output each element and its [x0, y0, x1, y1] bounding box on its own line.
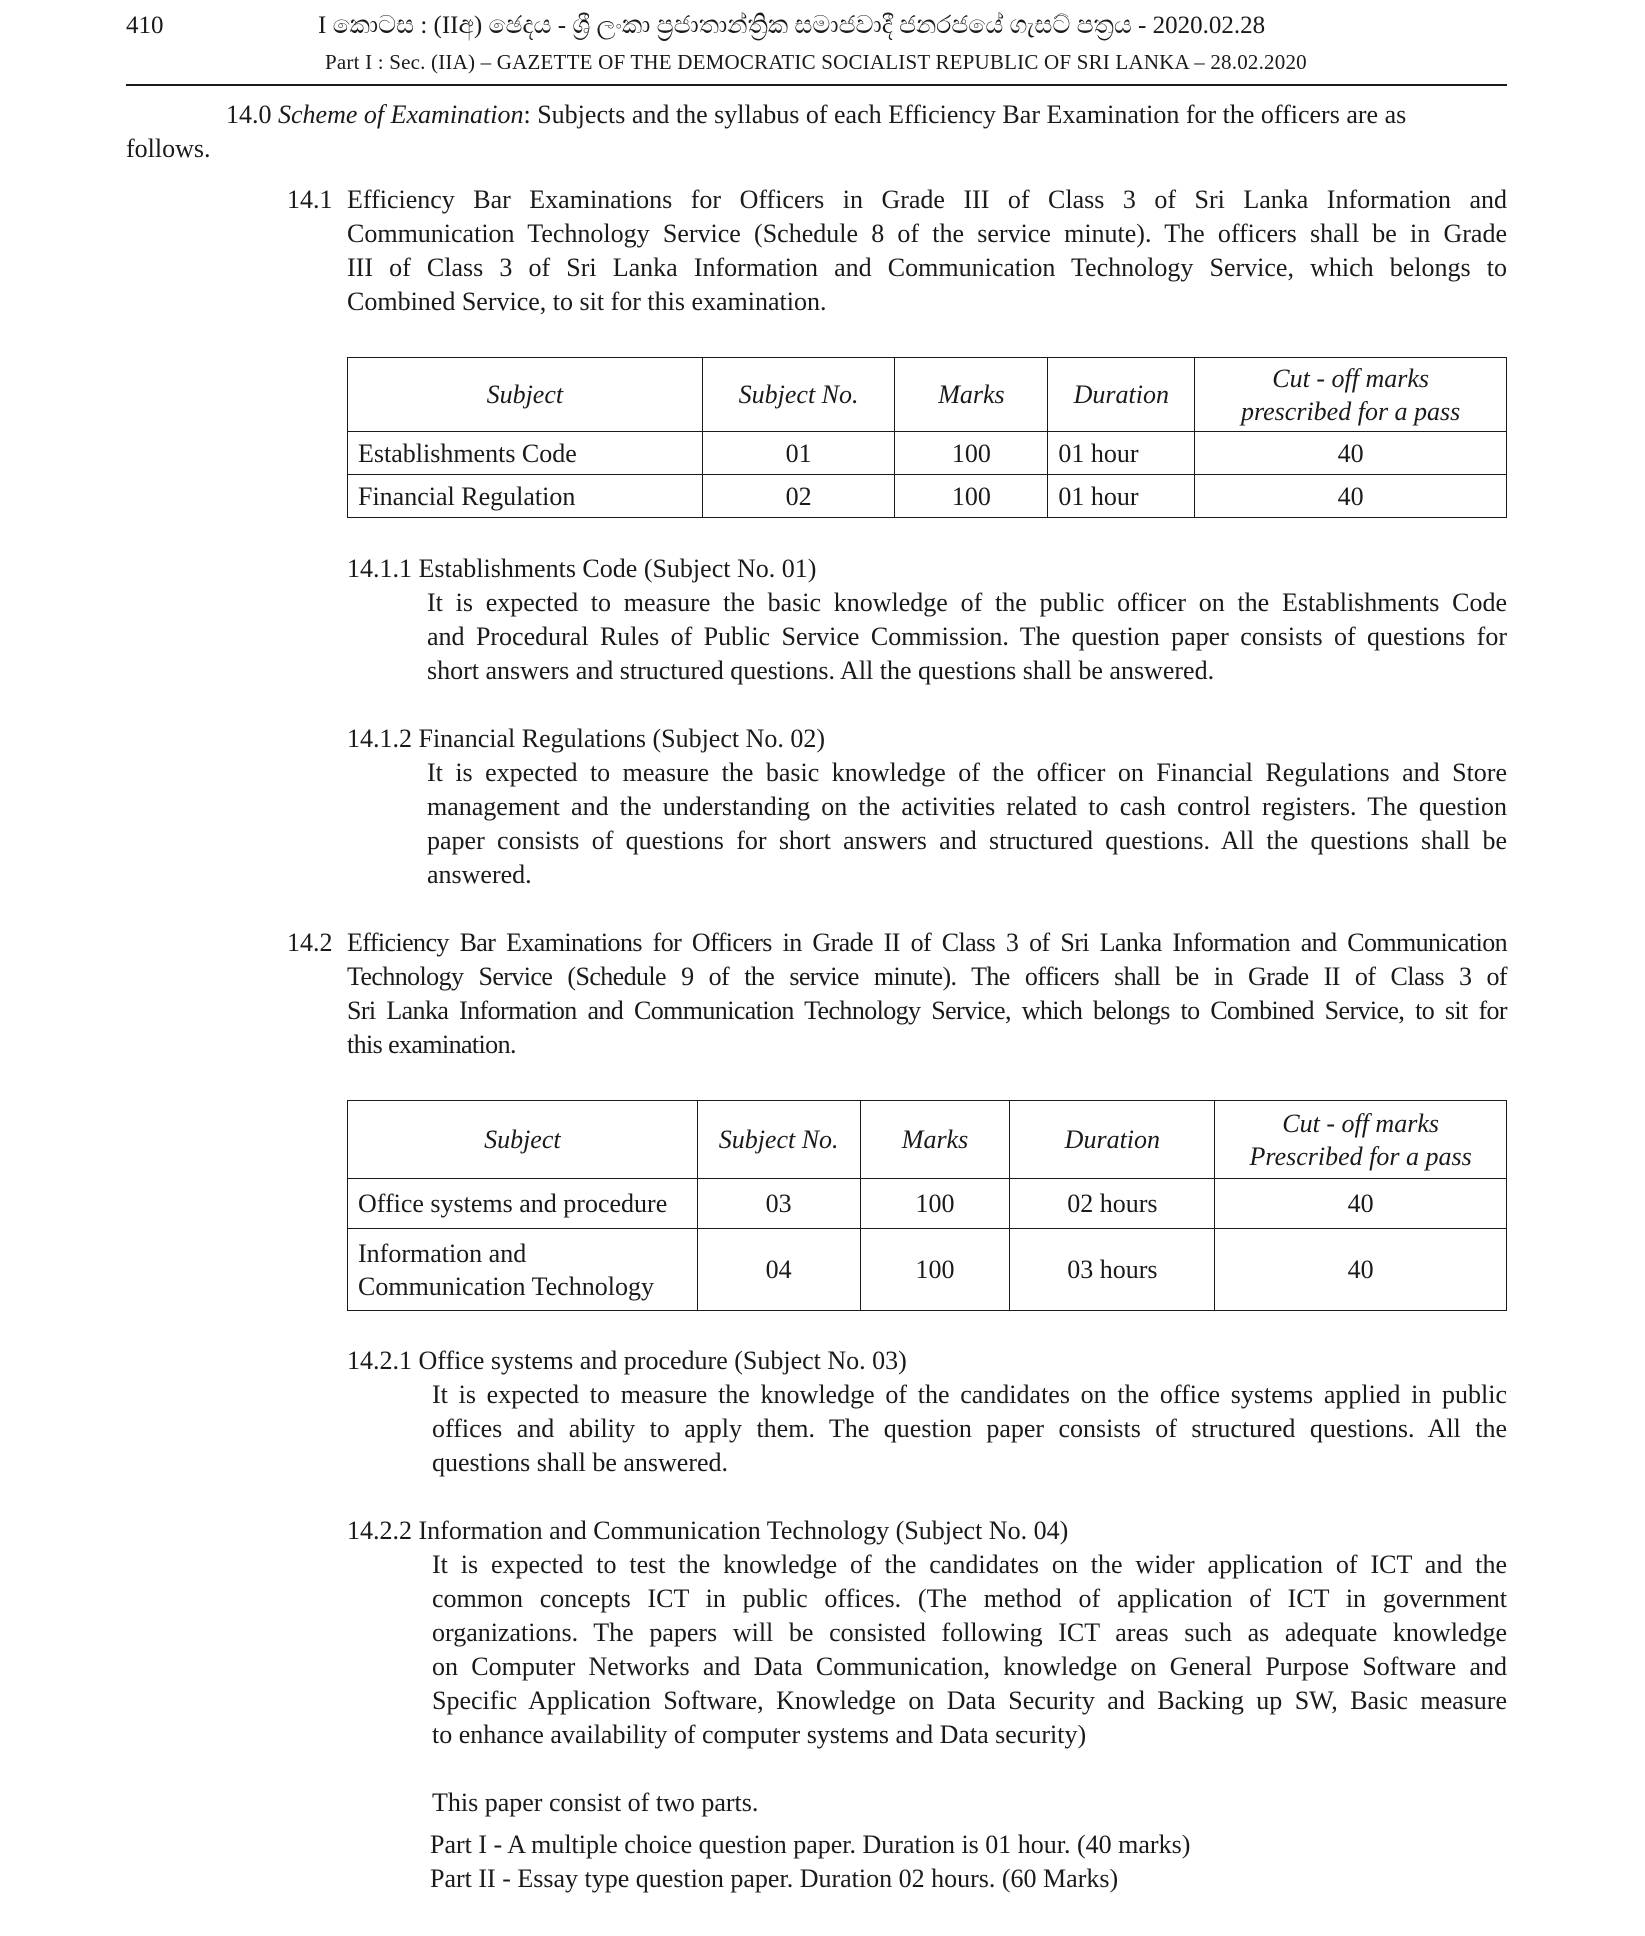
body-line: to enhance availability of computer systems and Data security) [432, 1720, 1087, 1749]
section-14-2-1-heading: 14.2.1 Office systems and procedure (Subject No. 03) [347, 1346, 907, 1375]
exam-table-grade-ii [347, 1100, 1507, 1311]
cell-cutoff: 40 [1215, 1179, 1507, 1229]
header-marks: Marks [860, 1101, 1010, 1179]
cell-marks: 100 [895, 432, 1048, 475]
body-line: Specific Application Software, Knowledge on Data Security and Backing up SW, Basic measure [432, 1686, 1507, 1715]
body-line: Sri Lanka Information and Communication Technology Service, which belongs to Combined Service, to sit for [347, 996, 1507, 1025]
body-line: Combined Service, to sit for this examination. [347, 287, 827, 316]
section-number: 14.0 [226, 100, 272, 129]
cell-subject-line1: Information and [358, 1238, 527, 1268]
body-line: common concepts ICT in public offices. (The method of application of ICT in government [432, 1584, 1507, 1613]
table-row [348, 1229, 1507, 1311]
body-line: answered. [427, 860, 532, 889]
cell-cutoff: 40 [1195, 475, 1507, 518]
cell-subject-no: 01 [702, 432, 895, 475]
header-cutoff-line2: prescribed for a pass [1240, 396, 1461, 426]
cell-marks: 100 [860, 1179, 1010, 1229]
cell-subject: Establishments Code [348, 432, 703, 475]
section-14-1-2-body [427, 756, 1507, 892]
section-14-1-body [347, 183, 1507, 319]
header-subject: Subject [348, 358, 703, 432]
table-row [348, 475, 1507, 518]
header-duration: Duration [1010, 1101, 1215, 1179]
section-14-2-number: 14.2 [287, 928, 333, 957]
body-line: this examination. [347, 1030, 516, 1059]
cell-subject: Office systems and procedure [348, 1179, 698, 1229]
cell-duration: 02 hours [1010, 1179, 1215, 1229]
body-line: Efficiency Bar Examinations for Officers in Grade II of Class 3 of Sri Lanka Information and Communication [347, 928, 1507, 957]
cell-subject [348, 1229, 698, 1311]
section-14-2-1-body [432, 1378, 1507, 1480]
header-marks: Marks [895, 358, 1048, 432]
body-line: questions shall be answered. [432, 1448, 729, 1477]
section-14-2-2-body [432, 1548, 1507, 1752]
body-line: short answers and structured questions. All the questions shall be answered. [427, 656, 1215, 685]
body-line: III of Class 3 of Sri Lanka Information and Communication Technology Service, which belongs to [347, 253, 1507, 282]
header-subject-no: Subject No. [697, 1101, 860, 1179]
table-header-row [348, 358, 1507, 432]
exam-table-grade-iii [347, 357, 1507, 518]
cell-duration: 01 hour [1048, 475, 1195, 518]
body-line: It is expected to measure the basic knowledge of the officer on Financial Regulations and Store [427, 758, 1507, 787]
table-row [348, 432, 1507, 475]
header-subject-no: Subject No. [702, 358, 895, 432]
body-line: Communication Technology Service (Schedule 8 of the service minute). The officers shall be in Grade [347, 219, 1507, 248]
section-14-0-line2: follows. [126, 134, 211, 163]
body-line: paper consists of questions for short answers and structured questions. All the questions shall be [427, 826, 1507, 855]
cell-cutoff: 40 [1195, 432, 1507, 475]
body-line: It is expected to measure the knowledge of the candidates on the office systems applied in public [432, 1380, 1507, 1409]
section-14-1-1-body [427, 586, 1507, 688]
page-number: 410 [126, 12, 164, 39]
header-cutoff-line2: Prescribed for a pass [1249, 1141, 1472, 1171]
header-divider [126, 84, 1507, 86]
body-line: Efficiency Bar Examinations for Officers in Grade III of Class 3 of Sri Lanka Information and [347, 185, 1507, 214]
header-subject: Subject [348, 1101, 698, 1179]
section-14-0-line1 [226, 98, 1507, 132]
cell-subject-no: 02 [702, 475, 895, 518]
header-cutoff [1195, 358, 1507, 432]
section-14-2-2-heading: 14.2.2 Information and Communication Technology (Subject No. 04) [347, 1516, 1069, 1545]
cell-marks: 100 [860, 1229, 1010, 1311]
parts-intro: This paper consist of two parts. [432, 1788, 759, 1817]
body-line: organizations. The papers will be consisted following ICT areas such as adequate knowledge [432, 1618, 1507, 1647]
cell-subject: Financial Regulation [348, 475, 703, 518]
section-14-2-body [347, 926, 1507, 1062]
cell-marks: 100 [895, 475, 1048, 518]
body-line: Technology Service (Schedule 9 of the service minute). The officers shall be in Grade II of Class 3 of [347, 962, 1507, 991]
part-i-description: Part I - A multiple choice question paper. Duration is 01 hour. (40 marks) [430, 1830, 1191, 1859]
section-14-1-2-heading: 14.1.2 Financial Regulations (Subject No. 02) [347, 724, 826, 753]
body-line: management and the understanding on the activities related to cash control registers. The question [427, 792, 1507, 821]
cell-duration: 03 hours [1010, 1229, 1215, 1311]
part-ii-description: Part II - Essay type question paper. Duration 02 hours. (60 Marks) [430, 1864, 1119, 1893]
section-14-1-number: 14.1 [287, 185, 333, 214]
header-cutoff [1215, 1101, 1507, 1179]
cell-subject-no: 04 [697, 1229, 860, 1311]
header-duration: Duration [1048, 358, 1195, 432]
section-14-1-1-heading: 14.1.1 Establishments Code (Subject No. 01) [347, 554, 817, 583]
header-cutoff-line1: Cut - off marks [1272, 363, 1430, 393]
body-line: It is expected to test the knowledge of the candidates on the wider application of ICT and the [432, 1550, 1507, 1579]
section-text: : Subjects and the syllabus of each Efficiency Bar Examination for the officers are as [523, 100, 1407, 129]
sinhala-header-title: I කොටස : (IIඅ) ඡෙදය - ශ්‍රී ලංකා ප්‍රජාතාන්ත්‍රික සමාජවාදී ජනරජයේ ගැසට් පත්‍රය - 2020.02.28 [318, 12, 1266, 39]
body-line: offices and ability to apply them. The question paper consists of structured questions. All the [432, 1414, 1507, 1443]
body-line: and Procedural Rules of Public Service Commission. The question paper consists of questions for [427, 622, 1507, 651]
header-cutoff-line1: Cut - off marks [1282, 1108, 1439, 1138]
cell-duration: 01 hour [1048, 432, 1195, 475]
table-row [348, 1179, 1507, 1229]
cell-subject-no: 03 [697, 1179, 860, 1229]
scheme-label: Scheme of Examination [278, 100, 524, 129]
english-header-title: Part I : Sec. (IIA) – GAZETTE OF THE DEMOCRATIC SOCIALIST REPUBLIC OF SRI LANKA – 28.02.2020 [325, 50, 1307, 74]
cell-cutoff: 40 [1215, 1229, 1507, 1311]
body-line: on Computer Networks and Data Communication, knowledge on General Purpose Software and [432, 1652, 1507, 1681]
table-header-row [348, 1101, 1507, 1179]
cell-subject-line2: Communication Technology [358, 1271, 654, 1301]
body-line: It is expected to measure the basic knowledge of the public officer on the Establishments Code [427, 588, 1507, 617]
